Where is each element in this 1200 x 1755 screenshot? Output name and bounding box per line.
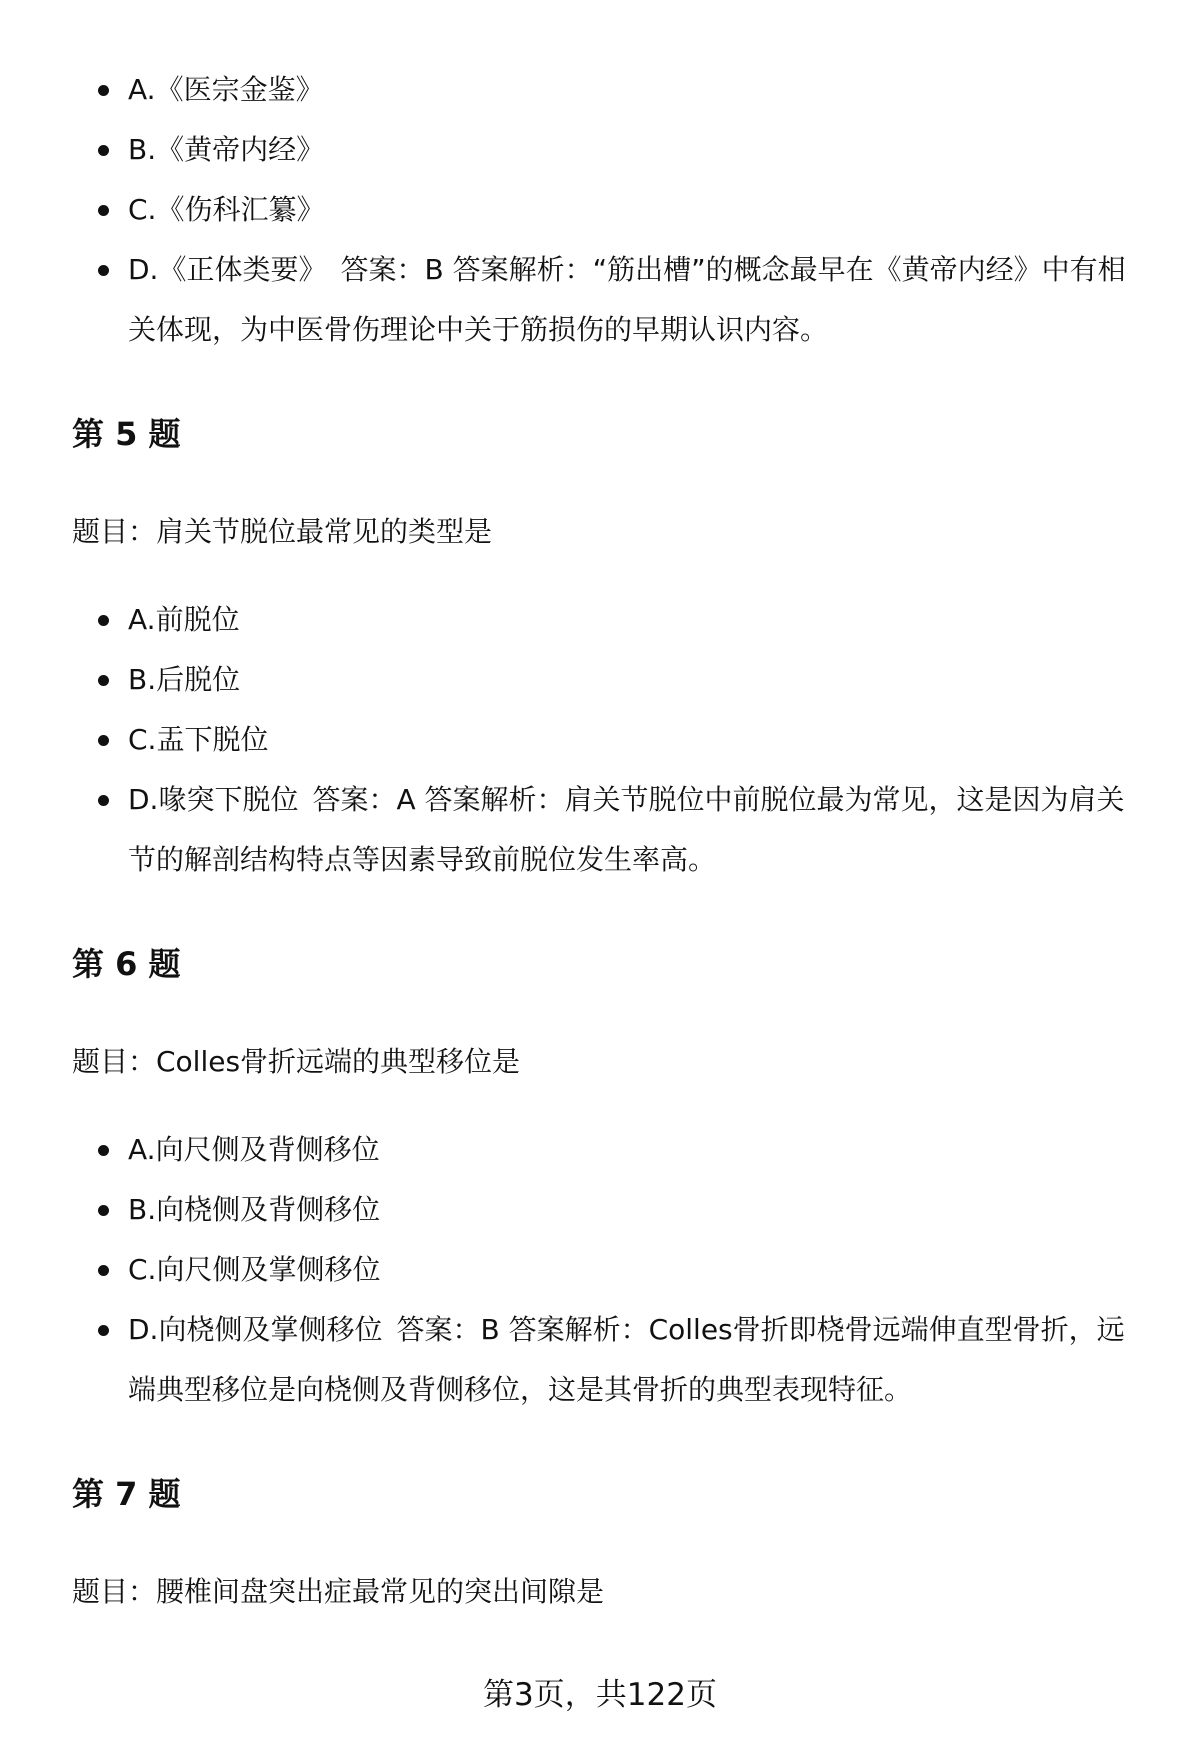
question-title: 第 5 题 bbox=[72, 415, 181, 453]
option-text: A.向尺侧及背侧移位 bbox=[128, 1133, 380, 1166]
question-7 bbox=[72, 1464, 1152, 1622]
question-title: 第 7 题 bbox=[72, 1475, 181, 1513]
option-text: A.《医宗金鉴》 bbox=[128, 73, 324, 106]
option-text: C.盂下脱位 bbox=[128, 723, 269, 756]
option-a bbox=[72, 1120, 1152, 1180]
question-stem: 题目：肩关节脱位最常见的类型是 bbox=[72, 515, 493, 548]
option-text: C.向尺侧及掌侧移位 bbox=[128, 1253, 381, 1286]
bullet-icon bbox=[98, 735, 109, 746]
answer-analysis: 答案：B 答案解析：“筋出槽”的概念最早在《黄帝内经》中有相关体现，为中医骨伤理论中关于筋损伤的早期认识内容。 bbox=[128, 253, 1126, 346]
bullet-icon bbox=[98, 795, 109, 806]
option-d bbox=[72, 240, 1152, 360]
bullet-icon bbox=[98, 85, 109, 96]
question-stem: 题目：Colles骨折远端的典型移位是 bbox=[72, 1045, 521, 1078]
option-d bbox=[72, 770, 1152, 890]
bullet-icon bbox=[98, 1325, 109, 1336]
question-stem: 题目：腰椎间盘突出症最常见的突出间隙是 bbox=[72, 1575, 605, 1608]
question-5 bbox=[72, 404, 1152, 890]
option-c bbox=[72, 1240, 1152, 1300]
option-text: D.《正体类要》 bbox=[128, 253, 327, 286]
question-6 bbox=[72, 934, 1152, 1420]
option-list bbox=[72, 1120, 1152, 1420]
option-b bbox=[72, 650, 1152, 710]
bullet-icon bbox=[98, 205, 109, 216]
option-b bbox=[72, 1180, 1152, 1240]
bullet-icon bbox=[98, 1145, 109, 1156]
option-b bbox=[72, 120, 1152, 180]
answer-analysis: 答案：A 答案解析：肩关节脱位中前脱位最为常见，这是因为肩关节的解剖结构特点等因素导致前脱位发生率高。 bbox=[128, 783, 1125, 876]
bullet-icon bbox=[98, 615, 109, 626]
option-a bbox=[72, 60, 1152, 120]
option-text: B.《黄帝内经》 bbox=[128, 133, 325, 166]
bullet-icon bbox=[98, 675, 109, 686]
option-text: C.《伤科汇纂》 bbox=[128, 193, 325, 226]
option-text: D.喙突下脱位 bbox=[128, 783, 299, 816]
option-text: B.向桡侧及背侧移位 bbox=[128, 1193, 381, 1226]
option-list bbox=[72, 590, 1152, 890]
option-text: B.后脱位 bbox=[128, 663, 241, 696]
bullet-icon bbox=[98, 145, 109, 156]
answer-analysis: 答案：B 答案解析：Colles骨折即桡骨远端伸直型骨折，远端典型移位是向桡侧及背侧移位，这是其骨折的典型表现特征。 bbox=[128, 1313, 1125, 1406]
option-c bbox=[72, 180, 1152, 240]
option-d bbox=[72, 1300, 1152, 1420]
question-title: 第 6 题 bbox=[72, 945, 181, 983]
option-list bbox=[72, 60, 1152, 360]
page-footer: 第3页，共122页 bbox=[483, 1677, 717, 1713]
bullet-icon bbox=[98, 1265, 109, 1276]
question-4-tail bbox=[72, 60, 1152, 360]
option-text: A.前脱位 bbox=[128, 603, 240, 636]
document-page bbox=[72, 60, 1152, 1650]
bullet-icon bbox=[98, 1205, 109, 1216]
option-a bbox=[72, 590, 1152, 650]
option-c bbox=[72, 710, 1152, 770]
bullet-icon bbox=[98, 265, 109, 276]
option-text: D.向桡侧及掌侧移位 bbox=[128, 1313, 383, 1346]
